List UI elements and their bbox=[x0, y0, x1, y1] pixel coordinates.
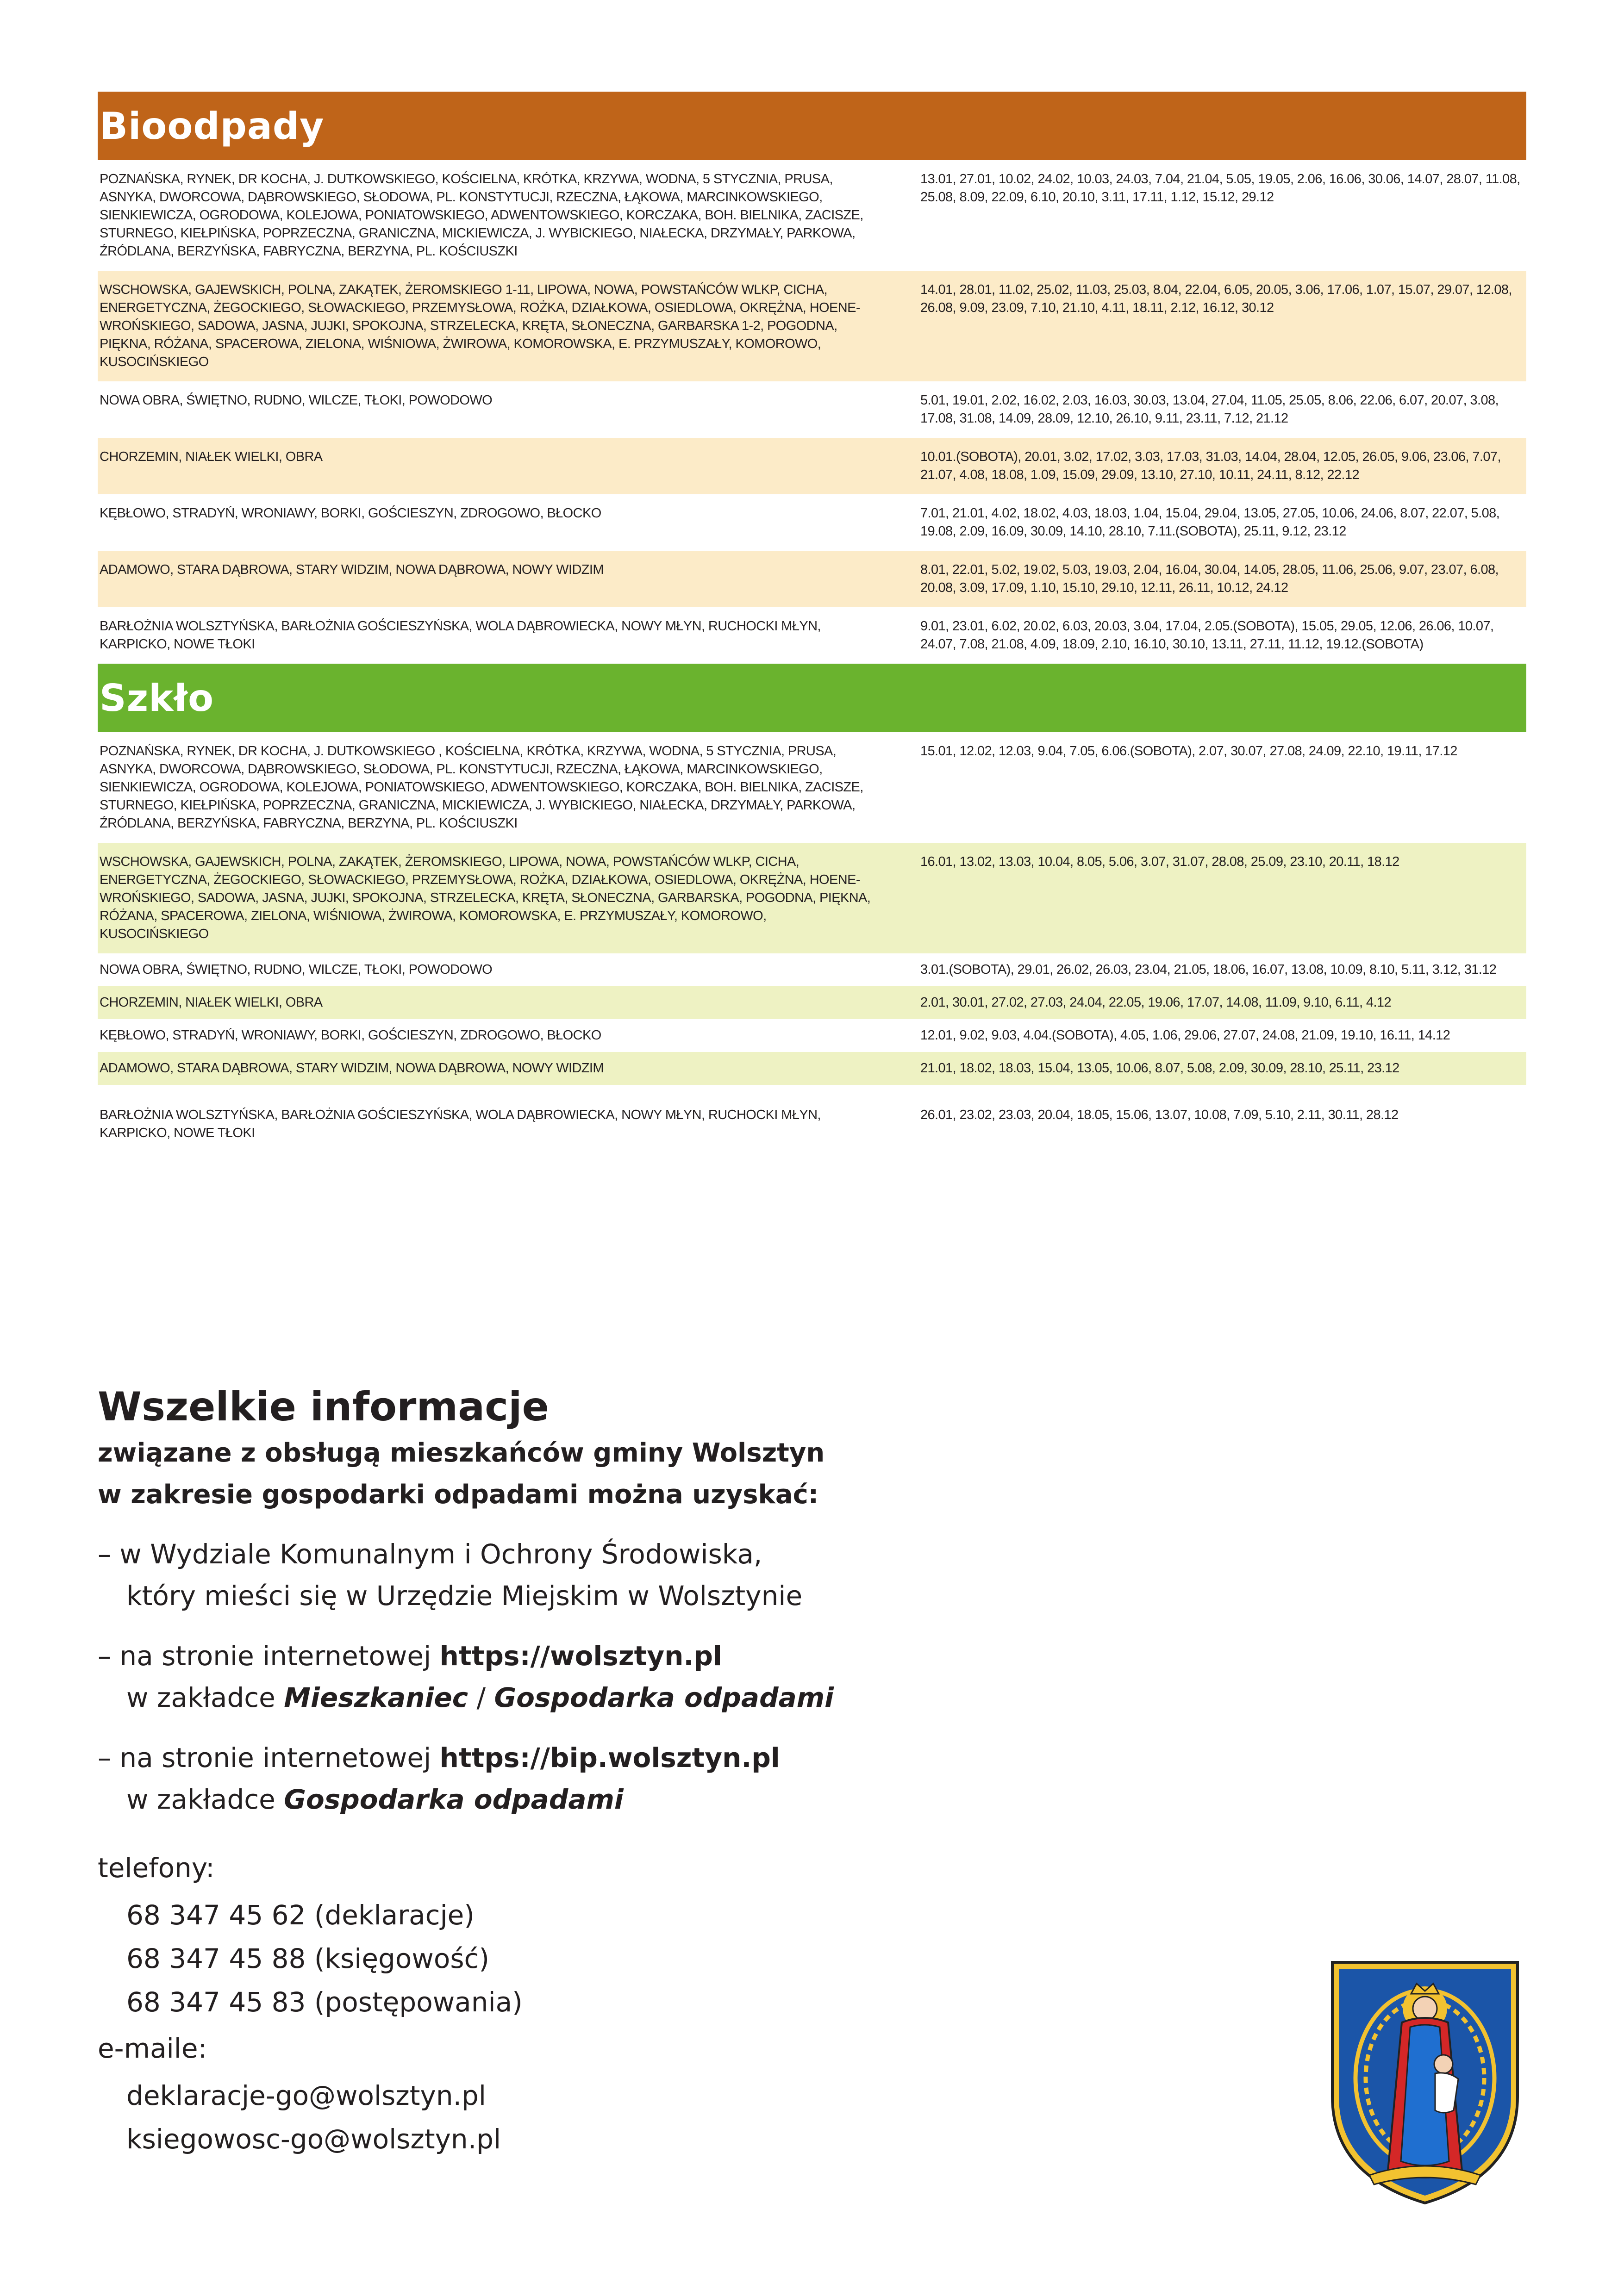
info-items bbox=[98, 1533, 1162, 1820]
dates-cell: 21.01, 18.02, 18.03, 15.04, 13.05, 10.06, 8.07, 5.08, 2.09, 30.09, 28.10, 25.11, 23.12 bbox=[920, 1061, 1399, 1076]
child-face bbox=[1434, 2055, 1453, 2073]
streets-cell: KĘBŁOWO, STRADYŃ, WRONIAWY, BORKI, GOŚCIESZYN, ZDROGOWO, BŁOCKO bbox=[100, 1028, 601, 1043]
website-tab-mieszkaniec: Mieszkaniec bbox=[284, 1682, 468, 1713]
streets-cell: CHORZEMIN, NIAŁEK WIELKI, OBRA bbox=[100, 449, 323, 464]
child-body bbox=[1435, 2073, 1458, 2113]
bioodpady-row bbox=[98, 494, 1526, 551]
info-sub-line-1: związane z obsługą mieszkańców gminy Wolsztyn bbox=[98, 1438, 825, 1468]
streets-cell: NOWA OBRA, ŚWIĘTNO, RUDNO, WILCZE, TŁOKI, POWODOWO bbox=[100, 393, 493, 408]
szklo-row bbox=[98, 732, 1526, 843]
coat-of-arms-icon bbox=[1328, 1958, 1522, 2208]
bioodpady-row bbox=[98, 551, 1526, 607]
dates-cell: 16.01, 13.02, 13.03, 10.04, 8.05, 5.06, 3.07, 31.07, 28.08, 25.09, 23.10, 20.11, 18.12 bbox=[920, 854, 1399, 869]
phone-proceedings[interactable]: 68 347 45 83 (postępowania) bbox=[126, 1986, 523, 2018]
dates-cell: 3.01.(SOBOTA), 29.01, 26.02, 26.03, 23.04, 21.05, 18.06, 16.07, 13.08, 10.09, 8.10, 5.11, 3.12, 31.12 bbox=[920, 962, 1497, 977]
streets-cell: KĘBŁOWO, STRADYŃ, WRONIAWY, BORKI, GOŚCIESZYN, ZDROGOWO, BŁOCKO bbox=[100, 506, 601, 521]
dates-cell: 7.01, 21.01, 4.02, 18.02, 4.03, 18.03, 1.04, 15.04, 29.04, 13.05, 27.05, 10.06, 24.06, 8.07, 22.07, 5.08, 19.08, 2.09, 16.09, 30.09, 14.10, 28.10, 7.11.(SOBOTA), 25.11, 9.12, 23.12 bbox=[920, 506, 1500, 539]
bioodpady-row bbox=[98, 438, 1526, 494]
office-line-1: – w Wydziale Komunalnym i Ochrony Środowiska, bbox=[98, 1538, 762, 1570]
bip-link[interactable]: https://bip.wolsztyn.pl bbox=[439, 1742, 780, 1773]
dates-cell: 13.01, 27.01, 10.02, 24.02, 10.03, 24.03, 7.04, 21.04, 5.05, 19.05, 2.06, 16.06, 30.06, 14.07, 28.07, 11.08, 25.08, 8.09, 22.09, 6.10, 20.10, 3.11, 17.11, 1.12, 15.12, 29.12 bbox=[920, 172, 1520, 205]
streets-cell: CHORZEMIN, NIAŁEK WIELKI, OBRA bbox=[100, 995, 323, 1010]
office-line-2: który mieści się w Urzędzie Miejskim w Wolsztynie bbox=[126, 1580, 803, 1612]
bioodpady-title: Bioodpady bbox=[100, 104, 325, 148]
streets-cell: ADAMOWO, STARA DĄBROWA, STARY WIDZIM, NOWA DĄBROWA, NOWY WIDZIM bbox=[100, 562, 604, 577]
phone-declarations[interactable]: 68 347 45 62 (deklaracje) bbox=[126, 1899, 475, 1931]
dates-cell: 12.01, 9.02, 9.03, 4.04.(SOBOTA), 4.05, 1.06, 29.06, 27.07, 24.08, 21.09, 19.10, 16.11, 14.12 bbox=[920, 1028, 1450, 1043]
schedule bbox=[98, 92, 1526, 1153]
bip-tab-gospodarka: Gospodarka odpadami bbox=[284, 1784, 624, 1815]
streets-cell: POZNAŃSKA, RYNEK, DR KOCHA, J. DUTKOWSKIEGO , KOŚCIELNA, KRÓTKA, KRZYWA, WODNA, 5 STYCZNIA, PRUSA, ASNYKA, DWORCOWA, DĄBROWSKIEGO, SŁODOWA, PL. KONSTYTUCJI, RZECZNA, ŁĄKOWA, MARCINKOWSKIEGO, SIENKIEWICZA, OGRODOWA, KOLEJOWA, PONIATOWSKIEGO, ADWENTOWSKIEGO, KORCZAKA, BOH. BIELNIKA, ZACISZE, STURNEGO, KIEŁPIŃSKA, POPRZECZNA, GRANICZNA, MICKIEWICZA, J. WYBICKIEGO, NIAŁECKA, DRZYMAŁY, PARKOWA, ŹRÓDLANA, BERZYŃSKA, FABRYCZNA, BERZYNA, PL. KOŚCIUSZKI bbox=[100, 744, 863, 831]
info-section bbox=[98, 1381, 1162, 2161]
info-item-office bbox=[98, 1533, 1162, 1617]
bip-tab-prefix: w zakładce bbox=[126, 1784, 284, 1815]
info-item-website bbox=[98, 1635, 1162, 1718]
dates-cell: 8.01, 22.01, 5.02, 19.02, 5.03, 19.03, 2.04, 16.04, 30.04, 14.05, 28.05, 11.06, 25.06, 9.07, 23.07, 6.08, 20.08, 3.09, 17.09, 1.10, 15.10, 29.10, 12.11, 26.11, 10.12, 24.12 bbox=[920, 562, 1499, 595]
phones-label: telefony: bbox=[98, 1852, 215, 1884]
dates-cell: 15.01, 12.02, 12.03, 9.04, 7.05, 6.06.(SOBOTA), 2.07, 30.07, 27.08, 24.09, 22.10, 19.11, 17.12 bbox=[920, 744, 1457, 759]
website-prefix: – na stronie internetowej bbox=[98, 1640, 440, 1672]
szklo-row bbox=[98, 986, 1526, 1019]
streets-cell: BARŁOŻNIA WOLSZTYŃSKA, BARŁOŻNIA GOŚCIESZYŃSKA, WOLA DĄBROWIECKA, NOWY MŁYN, RUCHOCKI MŁYN, KARPICKO, NOWE TŁOKI bbox=[100, 1108, 821, 1140]
phone-accounting[interactable]: 68 347 45 88 (księgowość) bbox=[126, 1943, 490, 1974]
website-tab-gospodarka: Gospodarka odpadami bbox=[494, 1682, 834, 1713]
dates-cell: 14.01, 28.01, 11.02, 25.02, 11.03, 25.03, 8.04, 22.04, 6.05, 20.05, 3.06, 17.06, 1.07, 15.07, 29.07, 12.08, 26.08, 9.09, 23.09, 7.10, 21.10, 4.11, 18.11, 2.12, 16.12, 30.12 bbox=[920, 282, 1512, 315]
szklo-row bbox=[98, 1019, 1526, 1052]
szklo-row bbox=[98, 1085, 1526, 1153]
website-tab-sep: / bbox=[468, 1682, 494, 1713]
bioodpady-table bbox=[98, 160, 1526, 664]
streets-cell: POZNAŃSKA, RYNEK, DR KOCHA, J. DUTKOWSKIEGO, KOŚCIELNA, KRÓTKA, KRZYWA, WODNA, 5 STYCZNIA, PRUSA, ASNYKA, DWORCOWA, DĄBROWSKIEGO, SŁODOWA, PL. KONSTYTUCJI, RZECZNA, ŁĄKOWA, MARCINKOWSKIEGO, SIENKIEWICZA, OGRODOWA, KOLEJOWA, PONIATOWSKIEGO, ADWENTOWSKIEGO, KORCZAKA, BOH. BIELNIKA, ZACISZE, STURNEGO, KIEŁPIŃSKA, POPRZECZNA, GRANICZNA, MICKIEWICZA, J. WYBICKIEGO, NIAŁECKA, DRZYMAŁY, PARKOWA, ŹRÓDLANA, BERZYŃSKA, FABRYCZNA, BERZYNA, PL. KOŚCIUSZKI bbox=[100, 172, 863, 259]
website-tab-prefix: w zakładce bbox=[126, 1682, 284, 1713]
dates-cell: 2.01, 30.01, 27.02, 27.03, 24.04, 22.05, 19.06, 17.07, 14.08, 11.09, 9.10, 6.11, 4.12 bbox=[920, 995, 1391, 1010]
info-heading: Wszelkie informacje bbox=[98, 1384, 549, 1430]
streets-cell: ADAMOWO, STARA DĄBROWA, STARY WIDZIM, NOWA DĄBROWA, NOWY WIDZIM bbox=[100, 1061, 604, 1076]
bioodpady-row bbox=[98, 607, 1526, 664]
email-accounting[interactable]: ksiegowosc-go@wolsztyn.pl bbox=[126, 2123, 501, 2155]
phones-list bbox=[98, 1893, 1162, 2024]
szklo-row bbox=[98, 1052, 1526, 1085]
website-tab-line bbox=[98, 1677, 1162, 1718]
streets-cell: WSCHOWSKA, GAJEWSKICH, POLNA, ZAKĄTEK, ŻEROMSKIEGO 1-11, LIPOWA, NOWA, POWSTAŃCÓW WLKP, CICHA, ENERGETYCZNA, ŻEGOCKIEGO, SŁOWACKIEGO, PRZEMYSŁOWA, ROŻKA, DZIAŁKOWA, OSIEDLOWA, OKRĘŻNA, HOENE-WROŃSKIEGO, SADOWA, JASNA, JUJKI, SPOKOJNA, STRZELECKA, KRĘTA, SŁONECZNA, GARBARSKA 1-2, POGODNA, PIĘKNA, RÓŻANA, SPACEROWA, ZIELONA, WIŚNIOWA, ŻWIROWA, KOMOROWSKA, E. PRZYMUSZAŁY, KOMOROWO, KUSOCIŃSKIEGO bbox=[100, 282, 860, 369]
info-sub-line-2: w zakresie gospodarki odpadami można uzyskać: bbox=[98, 1480, 819, 1510]
emails-list bbox=[98, 2074, 1162, 2161]
emails-label: e-maile: bbox=[98, 2033, 207, 2064]
szklo-header bbox=[98, 664, 1526, 732]
bip-tab-line bbox=[98, 1779, 1162, 1820]
bioodpady-row bbox=[98, 271, 1526, 381]
dates-cell: 9.01, 23.01, 6.02, 20.02, 6.03, 20.03, 3.04, 17.04, 2.05.(SOBOTA), 15.05, 29.05, 12.06, 26.06, 10.07, 24.07, 7.08, 21.08, 4.09, 18.09, 2.10, 16.10, 30.10, 13.11, 27.11, 11.12, 19.12.(SOBOTA) bbox=[920, 619, 1494, 652]
bioodpady-header bbox=[98, 92, 1526, 160]
email-declarations[interactable]: deklaracje-go@wolsztyn.pl bbox=[126, 2080, 486, 2111]
streets-cell: NOWA OBRA, ŚWIĘTNO, RUDNO, WILCZE, TŁOKI, POWODOWO bbox=[100, 962, 493, 977]
szklo-table bbox=[98, 732, 1526, 1153]
dates-cell: 5.01, 19.01, 2.02, 16.02, 2.03, 16.03, 30.03, 13.04, 27.04, 11.05, 25.05, 8.06, 22.06, 6.07, 20.07, 3.08, 17.08, 31.08, 14.09, 28.09, 12.10, 26.10, 9.11, 23.11, 7.12, 21.12 bbox=[920, 393, 1499, 426]
bioodpady-row bbox=[98, 381, 1526, 438]
szklo-row bbox=[98, 843, 1526, 953]
streets-cell: WSCHOWSKA, GAJEWSKICH, POLNA, ZAKĄTEK, ŻEROMSKIEGO, LIPOWA, NOWA, POWSTAŃCÓW WLKP, CICHA, ENERGETYCZNA, ŻEGOCKIEGO, SŁOWACKIEGO, PRZEMYSŁOWA, ROŻKA, DZIAŁKOWA, OSIEDLOWA, OKRĘŻNA, HOENE-WROŃSKIEGO, SADOWA, JASNA, JUJKI, SPOKOJNA, STRZELECKA, KRĘTA, SŁONECZNA, GARBARSKA, POGODNA, PIĘKNA, RÓŻANA, SPACEROWA, ZIELONA, WIŚNIOWA, ŻWIROWA, KOMOROWSKA, E. PRZYMUSZAŁY, KOMOROWO, KUSOCIŃSKIEGO bbox=[100, 854, 871, 941]
dates-cell: 26.01, 23.02, 23.03, 20.04, 18.05, 15.06, 13.07, 10.08, 7.09, 5.10, 2.11, 30.11, 28.12 bbox=[920, 1108, 1399, 1122]
info-item-bip bbox=[98, 1737, 1162, 1820]
bioodpady-row bbox=[98, 160, 1526, 271]
bip-prefix: – na stronie internetowej bbox=[98, 1742, 440, 1773]
website-link[interactable]: https://wolsztyn.pl bbox=[439, 1640, 722, 1672]
szklo-title: Szkło bbox=[100, 676, 214, 720]
streets-cell: BARŁOŻNIA WOLSZTYŃSKA, BARŁOŻNIA GOŚCIESZYŃSKA, WOLA DĄBROWIECKA, NOWY MŁYN, RUCHOCKI MŁYN, KARPICKO, NOWE TŁOKI bbox=[100, 619, 821, 652]
dates-cell: 10.01.(SOBOTA), 20.01, 3.02, 17.02, 3.03, 17.03, 31.03, 14.04, 28.04, 12.05, 26.05, 9.06, 23.06, 7.07, 21.07, 4.08, 18.08, 1.09, 15.09, 29.09, 13.10, 27.10, 10.11, 24.11, 8.12, 22.12 bbox=[920, 449, 1501, 482]
szklo-row bbox=[98, 953, 1526, 986]
